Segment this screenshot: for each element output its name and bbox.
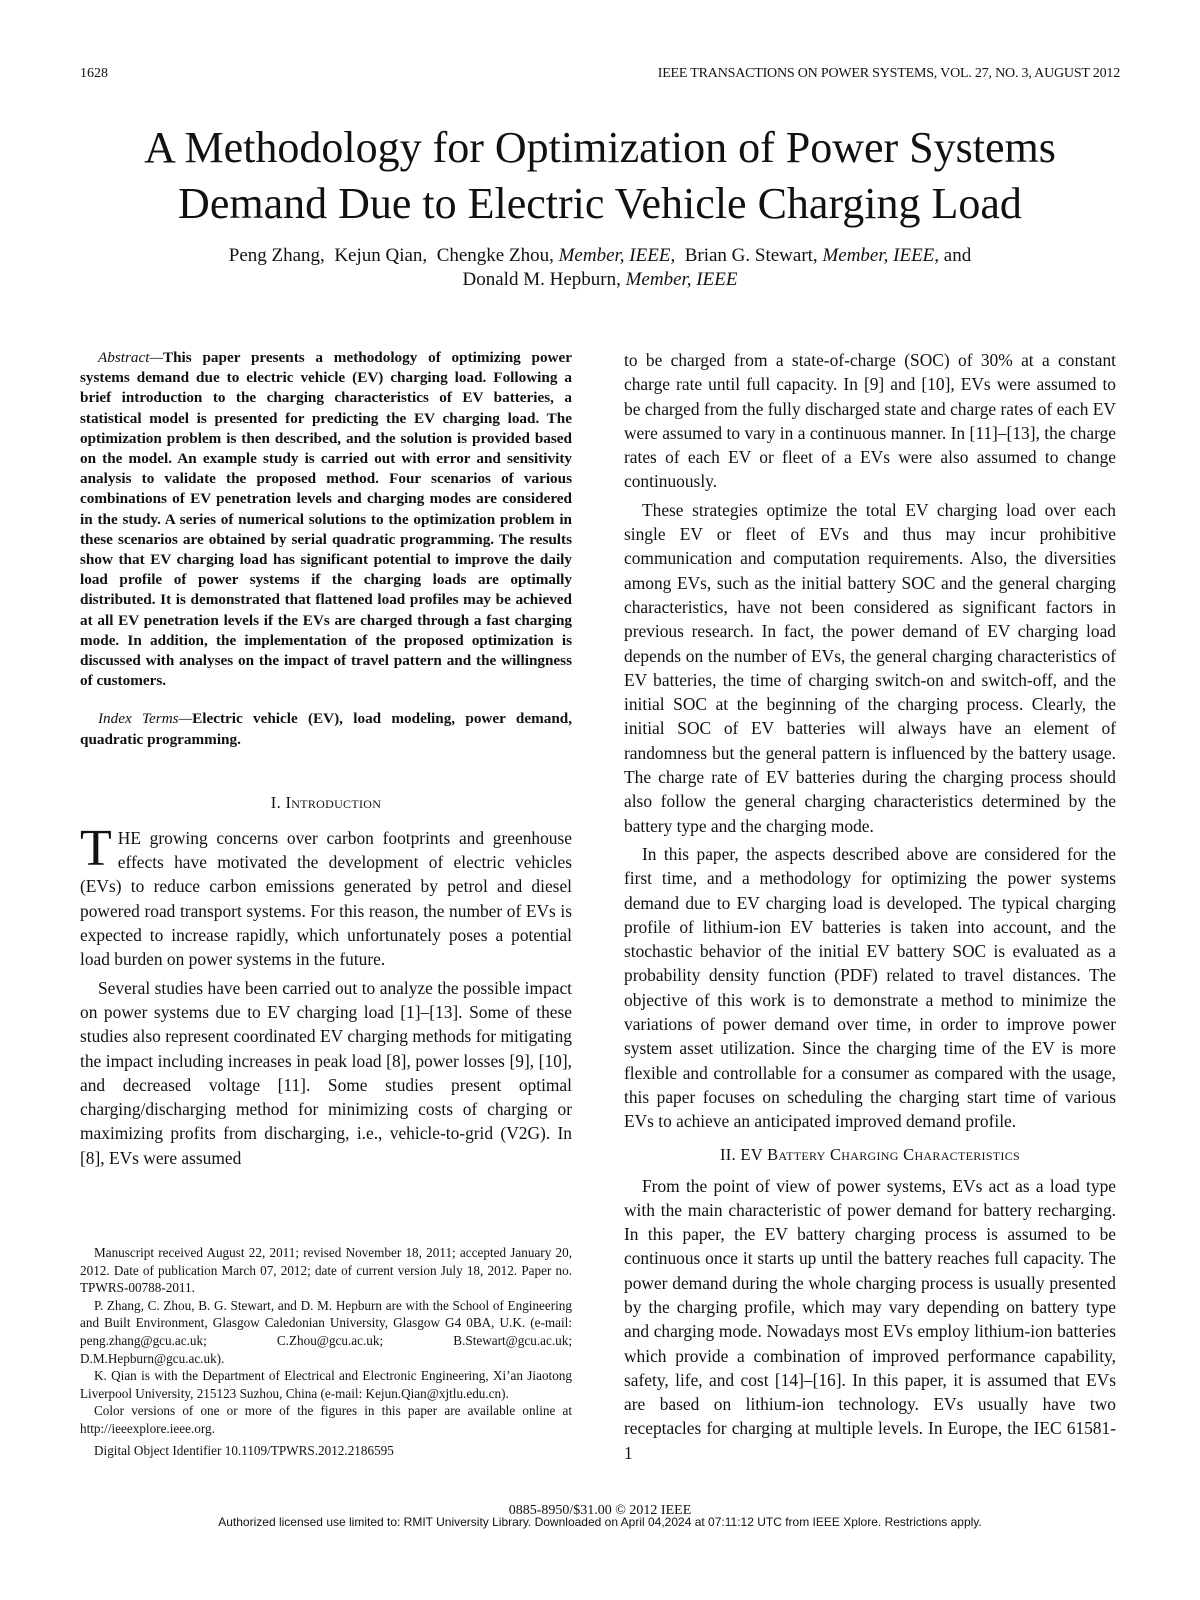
footnote-affiliation: K. Qian is with the Department of Electrical and Electronic Engineering, Xi’an Jiaotong Liverpool University, 215123 Suzhou, China (e-mail: Kejun.Qian@xjtlu.edu.cn). <box>80 1368 572 1401</box>
author-name: Chengke Zhou, <box>436 245 554 266</box>
author-role: Member, IEEE, <box>558 245 676 266</box>
footnote-doi: Digital Object Identifier 10.1109/TPWRS.2012.2186595 <box>94 1442 394 1458</box>
body-paragraph: to be charged from a state-of-charge (SOC) of 30% at a constant charge rate until full capacity. In [9] and [10], EVs were assumed to be charged from the fully discharged state and charge rates of each EV were assumed to vary in a continuous manner. In [11]–[13], the charge rates of each EV or fleet of a EVs were also assumed to change continuously. <box>624 350 1116 492</box>
drop-cap: T <box>80 819 112 877</box>
index-terms-text: Electric vehicle (EV), load modeling, power demand, quadratic programming. <box>80 710 573 748</box>
journal-name: IEEE TRANSACTIONS ON POWER SYSTEMS, VOL. 27, NO. 3, AUGUST 2012 <box>657 66 1120 81</box>
title-line-1: A Methodology for Optimization of Power Systems <box>144 123 1056 172</box>
abstract <box>80 348 572 691</box>
footnote-color-note: Color versions of one or more of the figures in this paper are available online at http://ieeexplore.ieee.org. <box>80 1403 572 1436</box>
abstract-label: Abstract— <box>98 349 163 366</box>
right-column <box>624 348 1116 1465</box>
intro-paragraph-2: Several studies have been carried out to analyze the possible impact on power systems due to EV charging load [1]–[13]. Some of these studies also represent coordinated EV charging methods for mitigating the impact including increases in peak load [8], power losses [9], [10], and decreased voltage [11]. Some studies present optimal charging/discharging method for minimizing costs of charging or maximizing profits from discharging, i.e., vehicle-to-grid (V2G). In [8], EVs were assumed <box>80 977 572 1168</box>
left-column <box>80 348 572 1170</box>
author-name: Brian G. Stewart, <box>684 245 818 266</box>
title-line-2: Demand Due to Electric Vehicle Charging Load <box>178 179 1022 228</box>
running-head <box>80 66 1120 86</box>
footnotes <box>80 1244 572 1459</box>
footnote-affiliation: P. Zhang, C. Zhou, B. G. Stewart, and D. M. Hepburn are with the School of Engineering and Built Environment, Glasgow Caledonian University, Glasgow G4 0BA, U.K. (e-mail: peng.zhang@gcu.ac.uk; C.Zhou@gcu.ac.uk; B.Stewart@gcu.ac.uk; D.M.Hepburn@gcu.ac.uk). <box>80 1297 572 1366</box>
license-notice: Authorized licensed use limited to: RMIT University Library. Downloaded on April 04,2024 at 07:11:12 UTC from IEEE Xplore. Restrictions apply. <box>218 1515 982 1529</box>
abstract-text: This paper presents a methodology of optimizing power systems demand due to electric vehicle (EV) charging load. Following a brief introduction to the charging characteristics of EV batteries, a statistical model is presented for predicting the EV charging load. The optimization problem is then described, and the solution is provided based on the model. An example study is carried out with error and sensitivity analysis to validate the proposed method. Four scenarios of various combinations of EV penetration levels and charging modes are considered in the study. A series of numerical solutions to the optimization problem in these scenarios are obtained by serial quadratic programming. The results show that EV charging load has significant potential to improve the daily load profile of power systems if the charging loads are optimally distributed. It is demonstrated that flattened load profiles may be achieved at all EV penetration levels if the EVs are charged through a fast charging mode. In addition, the implementation of the proposed optimization is discussed with analyses on the impact of travel pattern and the willingness of customers. <box>80 349 572 690</box>
body-paragraph: In this paper, the aspects described above are considered for the first time, and a methodology for optimizing the power systems demand due to EV charging load is developed. The typical charging profile of lithium-ion EV batteries is taken into account, and the stochastic behavior of the initial EV battery SOC is evaluated as a probability density function (PDF) related to travel distances. The objective of this work is to demonstrate a method to minimize the variations of power demand over time, in order to improve power system asset utilization. Since the charging time of the EV is more flexible and controllable for a consumer as compared with the usage, this paper focuses on scheduling the charging start time of various EVs to achieve an anticipated improved demand profile. <box>624 843 1116 1132</box>
body-paragraph: These strategies optimize the total EV charging load over each single EV or fleet of EVs and thus may incur prohibitive communication and computation requirements. Also, the diversities among EVs, such as the initial battery SOC and the general charging characteristics, have not been considered as significant factors in previous research. In fact, the power demand of EV charging load depends on the number of EVs, the general charging characteristics of EV batteries, the time of charging switch-on and switch-off, and the initial SOC at the beginning of the charging process. Clearly, the initial SOC of EV batteries will always have an element of randomness but the general pattern is influenced by the battery usage. The charge rate of EV batteries during the charging process should also follow the general charging characteristics determined by the battery type and the charging mode. <box>624 499 1116 836</box>
author-name: Kejun Qian, <box>334 245 428 266</box>
page-number: 1628 <box>80 66 108 81</box>
author-conjunction: and <box>943 245 972 266</box>
body-paragraph: From the point of view of power systems, EVs act as a load type with the main characteristic of power demand for battery recharging. In this paper, the EV battery charging process is assumed to be continuous once it starts up until the battery reaches full capacity. The power demand during the whole charging process is usually presented by the charging profile, which may vary depending on battery type and charging mode. Nowadays most EVs employ lithium-ion batteries which provide a combination of improved performance capability, safety, life, and cost [14]–[16]. In this paper, it is assumed that EVs are based on lithium-ion technology. EVs usually have two receptacles for charging at multiple levels. In Europe, the IEC 61581-1 <box>624 1175 1116 1463</box>
index-terms-label: Index Terms— <box>98 710 193 728</box>
intro-paragraph-1-text: HE growing concerns over carbon footprints and greenhouse effects have motivated the development of electric vehicles (EVs) to reduce carbon emissions generated by petrol and diesel powered road transport systems. For this reason, the number of EVs is expected to increase rapidly, which unfortunately poses a potential load burden on power systems in the future. <box>80 827 572 970</box>
copyright-line: 0885-8950/$31.00 © 2012 IEEE <box>508 1503 692 1518</box>
author-list <box>120 244 1080 292</box>
section-heading-ev-battery: II. EV Battery Charging Characteristics <box>719 1144 1021 1164</box>
intro-paragraph-1 <box>80 819 572 972</box>
section-heading-introduction: I. Introduction <box>270 792 382 812</box>
author-role: Member, IEEE <box>625 269 738 290</box>
index-terms <box>80 709 572 749</box>
author-role: Member, IEEE, <box>822 245 940 266</box>
author-name: Donald M. Hepburn, <box>462 269 621 290</box>
footnote-manuscript: Manuscript received August 22, 2011; revised November 18, 2011; accepted January 20, 2012. Date of publication March 07, 2012; date of current version July 18, 2012. Paper no. TPWRS-00788-2011. <box>80 1245 572 1296</box>
author-name: Peng Zhang, <box>228 245 325 266</box>
paper-title <box>60 120 1140 232</box>
